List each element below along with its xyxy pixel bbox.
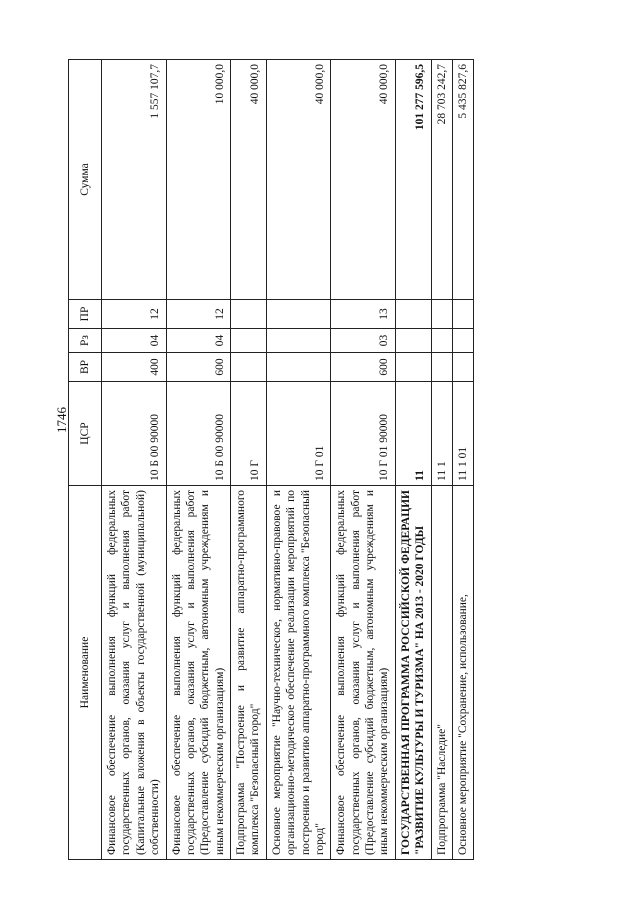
- row-name: ГОСУДАРСТВЕННАЯ ПРОГРАММА РОССИЙСКОЙ ФЕДЕРАЦИИ "РАЗВИТИЕ КУЛЬТУРЫ И ТУРИЗМА" НА 2013 - 2020 ГОДЫ: [395, 486, 431, 860]
- row-name: Основное мероприятие "Сохранение, использование,: [452, 486, 473, 860]
- row-pr: 12: [102, 300, 167, 329]
- row-sum: 1 557 107,7: [102, 60, 167, 300]
- header-rz: Рз: [69, 329, 102, 353]
- row-csr: 10 Б 00 90000: [102, 382, 167, 486]
- page-number: 1746: [54, 407, 69, 433]
- table-row: [452, 60, 473, 860]
- header-vr: ВР: [69, 353, 102, 382]
- row-rz: [395, 329, 431, 353]
- row-csr: 10 Г 01 90000: [331, 382, 396, 486]
- header-sum: Сумма: [69, 60, 102, 300]
- row-pr: 13: [331, 300, 396, 329]
- table-row-program-total: [395, 60, 431, 860]
- row-vr: [266, 353, 331, 382]
- table-row: [231, 60, 267, 860]
- row-csr: 11 1: [431, 382, 452, 486]
- row-sum: 40 000,0: [266, 60, 331, 300]
- row-rz: [452, 329, 473, 353]
- row-rz: 04: [166, 329, 231, 353]
- row-name: Подпрограмма "Построение и развитие аппаратно-программного комплекса "Безопасный город": [231, 486, 267, 860]
- row-sum: 101 277 596,5: [395, 60, 431, 300]
- table-row: [331, 60, 396, 860]
- row-vr: 600: [166, 353, 231, 382]
- row-csr: 10 Б 00 90000: [166, 382, 231, 486]
- row-name: Финансовое обеспечение выполнения функций федеральных государственных органов, оказания услуг и выполнения работ (Капитальные вложения в объекты государственной (муниципальной) собственности): [102, 486, 167, 860]
- table-row: [166, 60, 231, 860]
- row-vr: [395, 353, 431, 382]
- row-pr: [395, 300, 431, 329]
- row-pr: [431, 300, 452, 329]
- row-vr: 600: [331, 353, 396, 382]
- row-vr: 400: [102, 353, 167, 382]
- row-pr: [266, 300, 331, 329]
- row-vr: [431, 353, 452, 382]
- row-sum: 40 000,0: [231, 60, 267, 300]
- row-sum: 5 435 827,6: [452, 60, 473, 300]
- row-rz: [431, 329, 452, 353]
- row-vr: [452, 353, 473, 382]
- row-sum: 10 000,0: [166, 60, 231, 300]
- row-vr: [231, 353, 267, 382]
- row-pr: [452, 300, 473, 329]
- row-name: Финансовое обеспечение выполнения функций федеральных государственных органов, оказания услуг и выполнения работ (Предоставление субсидий бюджетным, автономным учреждениям и иным некоммерческим организациям): [331, 486, 396, 860]
- row-csr: 11 1 01: [452, 382, 473, 486]
- rotated-page-content: [68, 60, 598, 860]
- table-row: [266, 60, 331, 860]
- row-sum: 40 000,0: [331, 60, 396, 300]
- row-sum: 28 703 242,7: [431, 60, 452, 300]
- table-row: [431, 60, 452, 860]
- row-rz: [231, 329, 267, 353]
- budget-table: [68, 59, 474, 860]
- row-rz: [266, 329, 331, 353]
- row-pr: [231, 300, 267, 329]
- header-pr: ПР: [69, 300, 102, 329]
- row-csr: 10 Г 01: [266, 382, 331, 486]
- row-rz: 04: [102, 329, 167, 353]
- row-name: Финансовое обеспечение выполнения функций федеральных государственных органов, оказания услуг и выполнения работ (Предоставление субсидий бюджетным, автономным учреждениям и иным некоммерческим организациям): [166, 486, 231, 860]
- row-rz: 03: [331, 329, 396, 353]
- table-row: [102, 60, 167, 860]
- row-name: Основное мероприятие "Научно-техническое, нормативно-правовое и организационно-методическое обеспечение реализации мероприятий по построению и развитию аппаратно-программного комплекса "Безопасный город": [266, 486, 331, 860]
- row-pr: 12: [166, 300, 231, 329]
- row-csr: 11: [395, 382, 431, 486]
- row-name: Подпрограмма "Наследие": [431, 486, 452, 860]
- row-csr: 10 Г: [231, 382, 267, 486]
- header-csr: ЦСР: [69, 382, 102, 486]
- header-name: Наименование: [69, 486, 102, 860]
- table-header-row: [69, 60, 102, 860]
